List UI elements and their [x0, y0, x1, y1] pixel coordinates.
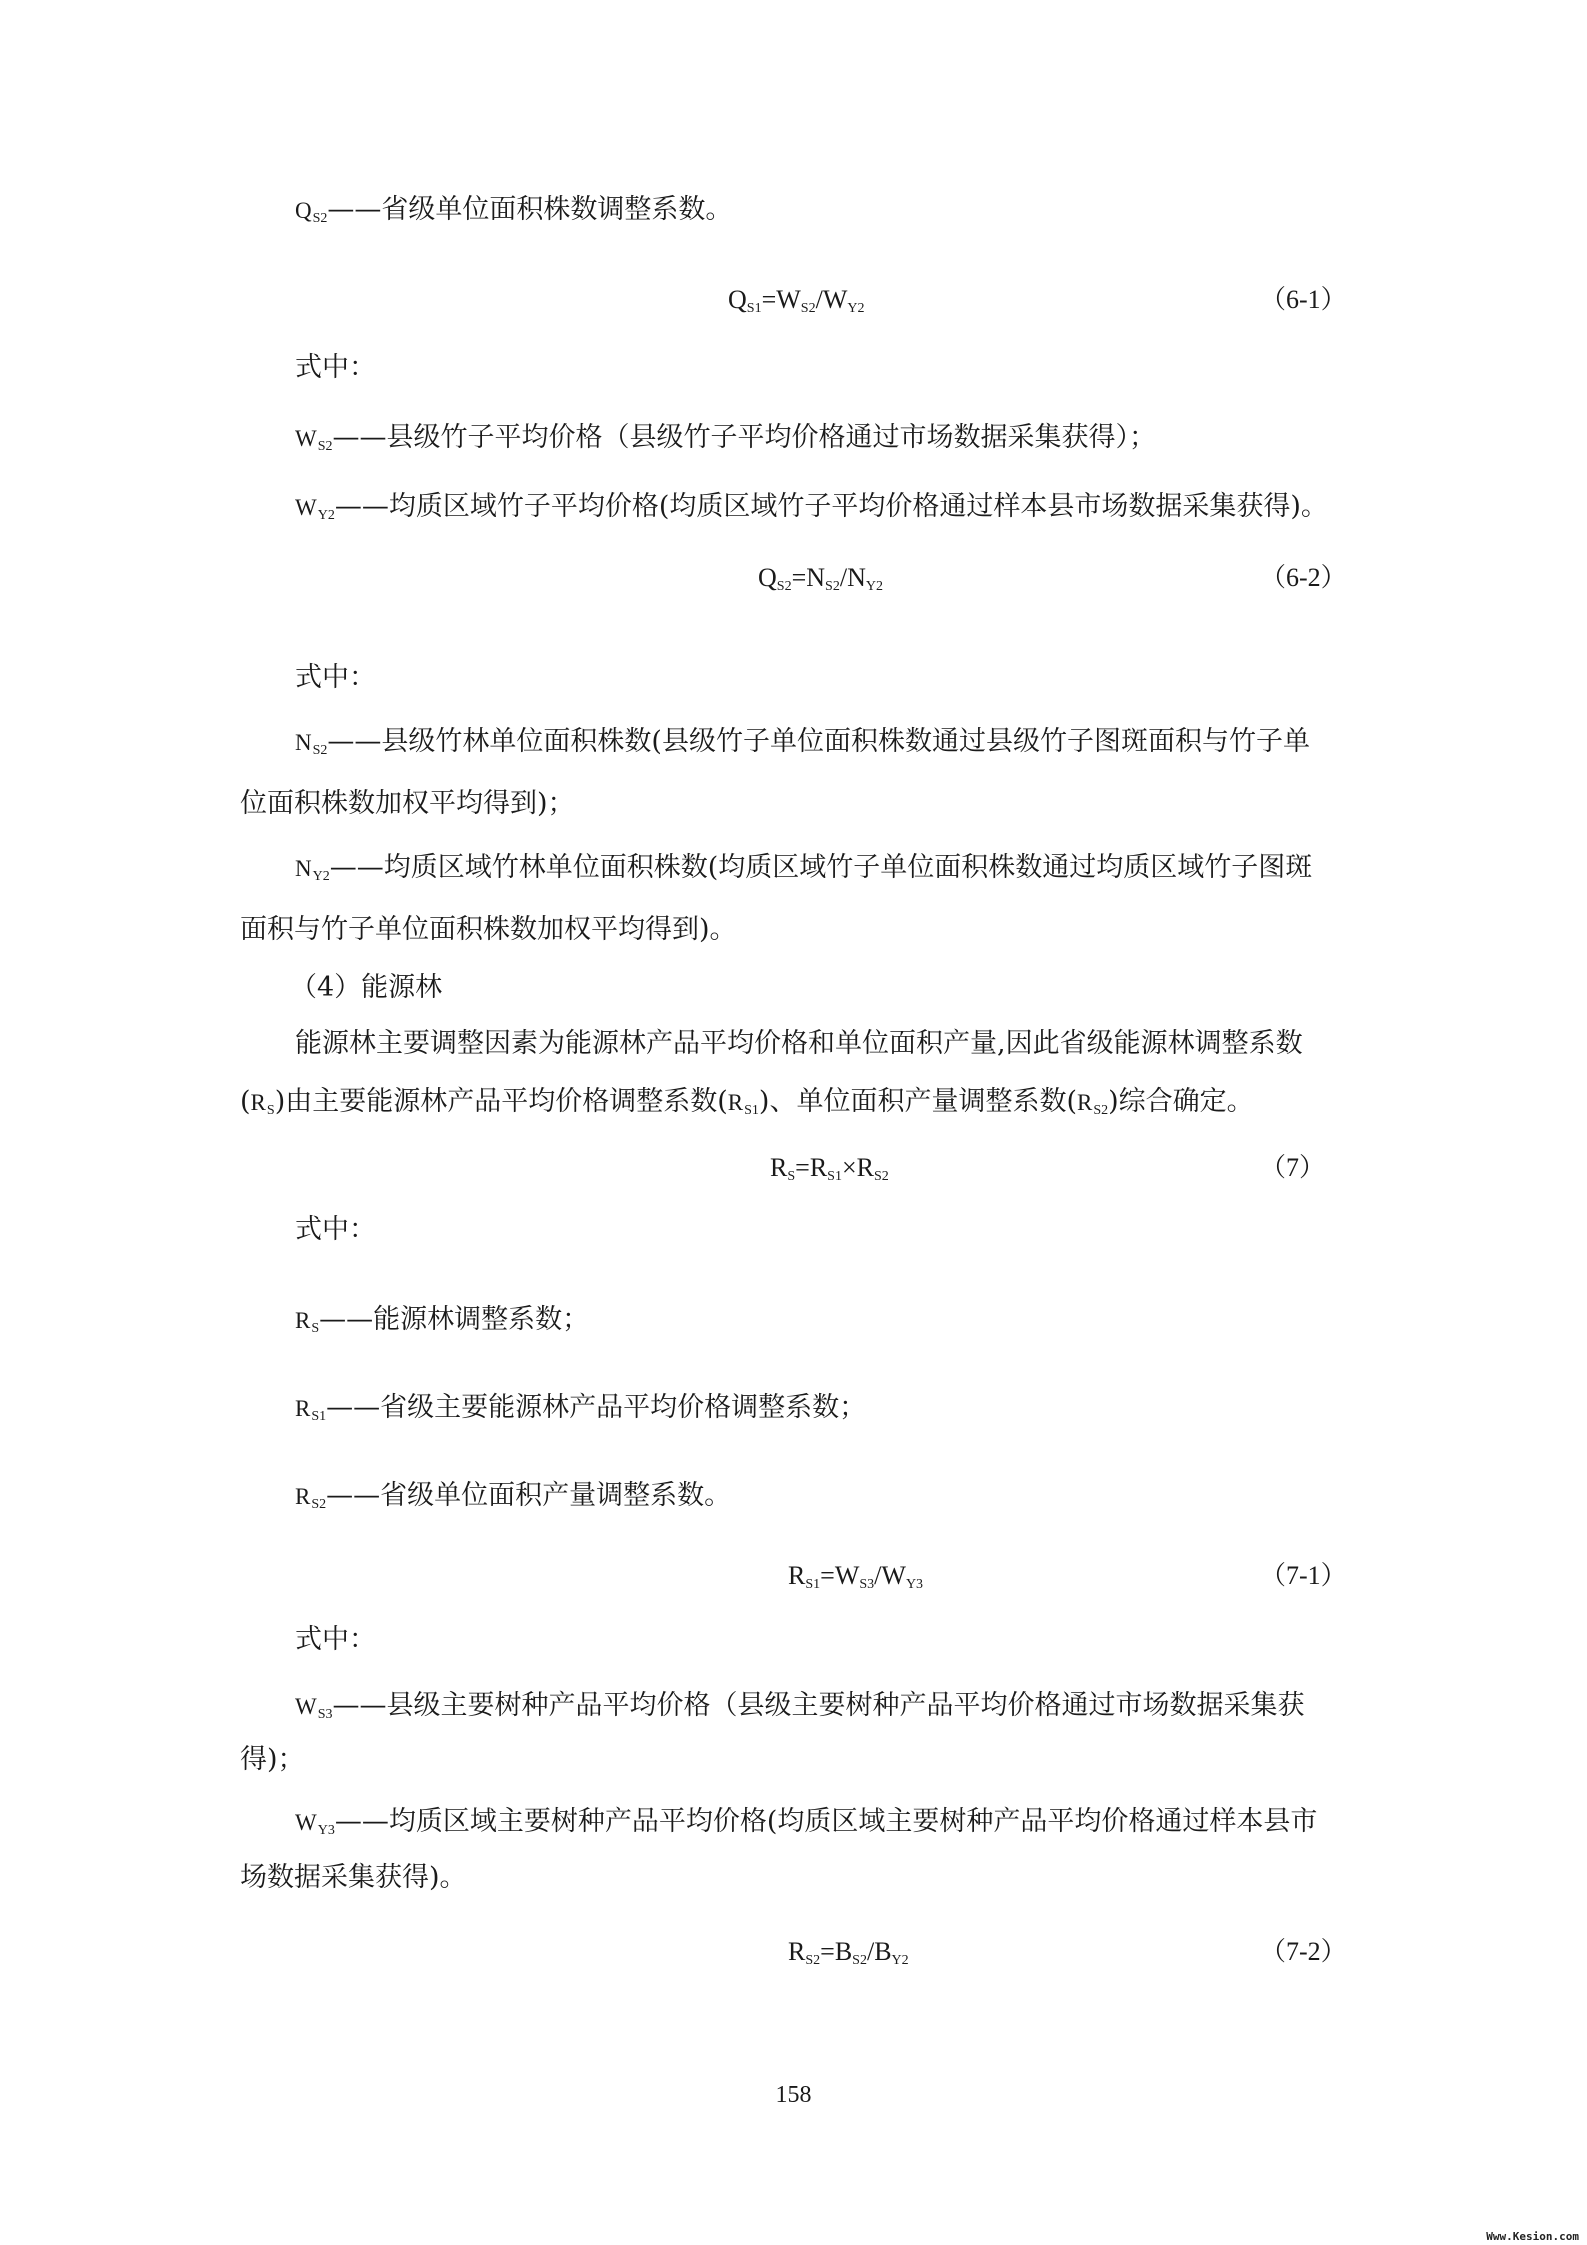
paragraph-line-1: 能源林主要调整因素为能源林产品平均价格和单位面积产量,因此省级能源林调整系数 [295, 1028, 1303, 1059]
eq-operator: × [841, 1153, 857, 1182]
eq-subscript: S1 [746, 301, 762, 316]
equation-number: （6-1） [1260, 285, 1347, 314]
para-text: ( [240, 1086, 251, 1117]
section-heading: （4）能源林 [290, 972, 443, 1003]
eq-operator: = [820, 1561, 835, 1590]
para-text: )、单位面积产量调整系数( [758, 1086, 1077, 1117]
eq-term: W [822, 285, 848, 314]
subscript: S3 [317, 1707, 333, 1722]
equation-7-1 [788, 1556, 923, 1605]
wy3-definition-continued: 场数据采集获得)。 [240, 1862, 467, 1893]
ns2-definition [295, 722, 1310, 771]
eq-subscript: S2 [873, 1169, 889, 1184]
ny2-definition-continued: 面积与竹子单位面积株数加权平均得到)。 [240, 914, 737, 945]
rs1-definition [295, 1388, 866, 1437]
para-text: )综合确定。 [1108, 1086, 1254, 1117]
eq-term: R [770, 1153, 788, 1182]
eq-term: N [806, 563, 826, 592]
equation-number: （7） [1260, 1153, 1326, 1182]
eq-subscript: S1 [827, 1169, 842, 1184]
definition-text: ——均质区域主要树种产品平均价格(均质区域主要树种产品平均价格通过样本县市 [334, 1806, 1318, 1837]
equation-number: （7-1） [1260, 1561, 1347, 1590]
eq-operator: = [791, 563, 807, 592]
rs-definition [295, 1300, 589, 1349]
where-label: 式中： [295, 662, 376, 693]
equation-number: （6-2） [1260, 563, 1347, 592]
rs2-definition [295, 1476, 731, 1525]
definition-text: ——省级单位面积株数调整系数。 [327, 194, 733, 225]
definition-text: ——县级主要树种产品平均价格（县级主要树种产品平均价格通过市场数据采集获 [332, 1690, 1305, 1721]
equation-7 [770, 1148, 889, 1197]
definition-text: ——省级主要能源林产品平均价格调整系数； [326, 1392, 867, 1423]
eq-operator: = [761, 285, 777, 314]
wy3-definition [295, 1802, 1317, 1851]
symbol: R [1076, 1090, 1093, 1115]
eq-operator: = [820, 1937, 835, 1966]
symbol: W [295, 426, 317, 451]
eq-term: R [788, 1937, 806, 1966]
symbol: W [295, 1694, 317, 1719]
equation-7-2 [788, 1932, 909, 1981]
eq-term: R [788, 1561, 806, 1590]
subscript: S2 [312, 743, 328, 758]
symbol: R [295, 1484, 311, 1509]
definition-text: ——县级竹林单位面积株数(县级竹子单位面积株数通过县级竹子图斑面积与竹子单 [327, 726, 1310, 757]
page-number: 158 [775, 2082, 812, 2108]
subscript: Y2 [317, 508, 335, 523]
eq-subscript: Y2 [847, 301, 865, 316]
eq-subscript: S [787, 1169, 796, 1184]
eq-term: W [881, 1561, 906, 1590]
eq-subscript: S2 [805, 1953, 821, 1968]
subscript: S1 [744, 1103, 759, 1118]
para-text: )由主要能源林产品平均价格调整系数( [274, 1086, 728, 1117]
wy2-definition [295, 487, 1328, 536]
definition-text: ——县级竹子平均价格（县级竹子平均价格通过市场数据采集获得）； [332, 422, 1157, 453]
where-label: 式中： [295, 352, 376, 383]
eq-operator: / [839, 563, 848, 592]
eq-subscript: Y3 [905, 1577, 924, 1592]
eq-subscript: S2 [800, 301, 816, 316]
eq-subscript: S1 [805, 1577, 821, 1592]
subscript: Y2 [312, 869, 330, 884]
ws2-definition [295, 418, 1156, 467]
subscript: S [311, 1321, 320, 1336]
where-label: 式中： [295, 1624, 376, 1655]
ws3-definition [295, 1686, 1305, 1735]
eq-term: B [874, 1937, 892, 1966]
eq-operator: / [866, 1937, 875, 1966]
watermark: Www.Kesion.com [1486, 2230, 1579, 2243]
eq-term: N [847, 563, 866, 592]
eq-term: B [834, 1937, 853, 1966]
equation-6-2 [758, 558, 883, 607]
symbol: R [250, 1090, 266, 1115]
symbol: W [295, 495, 317, 520]
definition-text: ——均质区域竹林单位面积株数(均质区域竹子单位面积株数通过均质区域竹子图斑 [329, 852, 1313, 883]
eq-subscript: S2 [825, 579, 840, 594]
eq-term: Q [758, 563, 777, 592]
eq-subscript: Y2 [891, 1953, 909, 1968]
qs2-definition [295, 190, 732, 239]
symbol: R [295, 1308, 311, 1333]
eq-subscript: Y2 [865, 579, 883, 594]
eq-term: R [856, 1153, 874, 1182]
ny2-definition [295, 848, 1312, 897]
symbol: W [295, 1810, 317, 1835]
where-label: 式中： [295, 1214, 376, 1245]
symbol: N [295, 856, 312, 881]
eq-term: W [776, 285, 801, 314]
eq-subscript: S2 [852, 1953, 867, 1968]
eq-operator: = [795, 1153, 810, 1182]
eq-subscript: S2 [776, 579, 792, 594]
eq-term: Q [728, 285, 747, 314]
ws3-definition-continued: 得)； [240, 1744, 305, 1775]
paragraph-line-2 [240, 1082, 1254, 1131]
subscript: S1 [311, 1409, 327, 1424]
subscript: S2 [311, 1497, 327, 1512]
eq-term: W [834, 1561, 860, 1590]
subscript: Y3 [317, 1823, 335, 1838]
symbol: R [727, 1090, 744, 1115]
symbol: N [295, 730, 312, 755]
eq-subscript: S3 [859, 1577, 875, 1592]
equation-6-1 [728, 280, 865, 329]
eq-operator: / [874, 1561, 882, 1590]
definition-text: ——能源林调整系数； [319, 1304, 590, 1335]
eq-term: R [809, 1153, 828, 1182]
subscript: S [266, 1103, 275, 1118]
definition-text: ——省级单位面积产量调整系数。 [326, 1480, 732, 1511]
symbol: Q [295, 198, 312, 223]
eq-operator: / [815, 285, 823, 314]
subscript: S2 [317, 439, 333, 454]
subscript: S2 [1093, 1103, 1109, 1118]
symbol: R [295, 1396, 311, 1421]
ns2-definition-continued: 位面积株数加权平均得到)； [240, 788, 575, 819]
definition-text: ——均质区域竹子平均价格(均质区域竹子平均价格通过样本县市场数据采集获得)。 [334, 491, 1328, 522]
equation-number: （7-2） [1260, 1937, 1347, 1966]
subscript: S2 [312, 211, 328, 226]
